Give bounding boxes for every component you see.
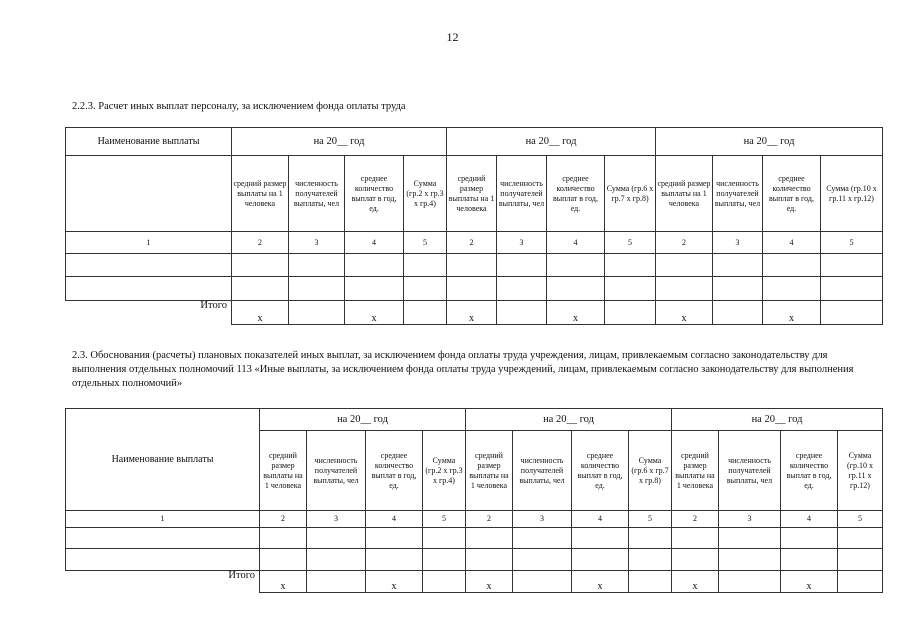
total-mark — [605, 301, 656, 325]
header-avg-payment: средний размер выплаты на 1 человека — [656, 156, 713, 232]
table-cell — [838, 528, 883, 549]
table-cell — [656, 254, 713, 277]
column-number: 4 — [345, 232, 404, 254]
header-year-1: на 20__ год — [260, 409, 466, 431]
header-recipients: численность получателей выплаты, чел — [513, 431, 572, 511]
column-number: 2 — [656, 232, 713, 254]
table-cell — [713, 254, 763, 277]
table-cell — [497, 254, 547, 277]
total-label: Итого — [228, 570, 255, 581]
section-heading-2-2-3: 2.2.3. Расчет иных выплат персоналу, за исключением фонда оплаты труда — [72, 101, 406, 112]
total-mark: х — [763, 301, 821, 325]
header-blank-cell — [66, 156, 232, 232]
header-payment-count: среднее количество выплат в год, ед. — [781, 431, 838, 511]
table-row — [66, 254, 883, 277]
total-mark: х — [547, 301, 605, 325]
total-mark: х — [466, 571, 513, 593]
column-number: 1 — [66, 511, 260, 528]
total-mark — [307, 571, 366, 593]
column-number: 5 — [821, 232, 883, 254]
table-row — [66, 549, 883, 571]
table-cell — [719, 549, 781, 571]
table-cell — [423, 528, 466, 549]
table-cell — [66, 254, 232, 277]
table-cell — [289, 254, 345, 277]
header-year-3: на 20__ год — [672, 409, 883, 431]
column-number: 3 — [713, 232, 763, 254]
total-row — [66, 571, 883, 593]
table-cell — [366, 528, 423, 549]
table-cell — [605, 254, 656, 277]
column-number: 3 — [289, 232, 345, 254]
table-cell — [232, 277, 289, 301]
column-number: 2 — [447, 232, 497, 254]
table-cell — [497, 277, 547, 301]
table-cell — [260, 528, 307, 549]
header-sum: Сумма (гр.10 х гр.11 х гр.12) — [838, 431, 883, 511]
column-number: 4 — [366, 511, 423, 528]
column-number: 4 — [763, 232, 821, 254]
column-number: 3 — [307, 511, 366, 528]
table-cell — [447, 277, 497, 301]
table-cell — [821, 254, 883, 277]
total-mark — [719, 571, 781, 593]
table-cell — [366, 549, 423, 571]
table-cell — [345, 277, 404, 301]
table-cell — [232, 254, 289, 277]
total-mark — [497, 301, 547, 325]
column-number: 5 — [423, 511, 466, 528]
header-recipients: численность получателей выплаты, чел — [307, 431, 366, 511]
table-cell — [547, 254, 605, 277]
header-payment-count: среднее количество выплат в год, ед. — [345, 156, 404, 232]
header-sum: Сумма (гр.2 х гр.3 х гр.4) — [423, 431, 466, 511]
total-mark — [289, 301, 345, 325]
total-mark: х — [572, 571, 629, 593]
table-cell — [447, 254, 497, 277]
column-number: 4 — [781, 511, 838, 528]
total-row — [66, 301, 883, 325]
header-avg-payment: средний размер выплаты на 1 человека — [260, 431, 307, 511]
header-sum: Сумма (гр.2 х гр.3 х гр.4) — [404, 156, 447, 232]
table-cell — [423, 549, 466, 571]
header-recipients: численность получателей выплаты, чел — [497, 156, 547, 232]
other-payments-justification-table — [65, 408, 883, 593]
header-year-2: на 20__ год — [466, 409, 672, 431]
table-cell — [672, 528, 719, 549]
column-number: 3 — [513, 511, 572, 528]
header-payment-count: среднее количество выплат в год, ед. — [763, 156, 821, 232]
column-number: 4 — [572, 511, 629, 528]
total-mark — [404, 301, 447, 325]
table-cell — [466, 549, 513, 571]
table-cell — [466, 528, 513, 549]
total-mark: х — [447, 301, 497, 325]
total-mark: х — [781, 571, 838, 593]
column-number: 4 — [547, 232, 605, 254]
total-mark: х — [366, 571, 423, 593]
table-row — [66, 277, 883, 301]
table-cell — [289, 277, 345, 301]
page-number: 12 — [446, 30, 459, 44]
table-cell — [821, 277, 883, 301]
table-cell — [260, 549, 307, 571]
column-number: 2 — [672, 511, 719, 528]
other-payments-table — [65, 127, 883, 325]
table-cell — [404, 254, 447, 277]
table-cell — [66, 528, 260, 549]
table-cell — [713, 277, 763, 301]
section-heading-2-3: 2.3. Обоснования (расчеты) плановых показателей иных выплат, за исключением фонда оплаты труда учреждения, лицам, привлекаемым согласно законодательству для выполнения отдельных полномочий 113 «Иные выплаты, за исключением фонда оплаты труда учреждений, лицам, привлекаемым согласно законодательству для выполнения отдельных полномочий» — [72, 350, 854, 389]
header-sum: Сумма (гр.6 х гр.7 х гр.8) — [605, 156, 656, 232]
header-avg-payment: средний размер выплаты на 1 человека — [672, 431, 719, 511]
column-number: 5 — [838, 511, 883, 528]
header-recipients: численность получателей выплаты, чел — [713, 156, 763, 232]
table-cell — [572, 549, 629, 571]
column-number: 3 — [719, 511, 781, 528]
total-mark: х — [232, 301, 289, 325]
table-cell — [404, 277, 447, 301]
header-payment-name: Наименование выплаты — [66, 128, 232, 156]
table-cell — [629, 549, 672, 571]
total-mark — [838, 571, 883, 593]
column-number: 2 — [466, 511, 513, 528]
column-number: 5 — [629, 511, 672, 528]
total-mark: х — [672, 571, 719, 593]
header-payment-count: среднее количество выплат в год, ед. — [366, 431, 423, 511]
table-cell — [781, 549, 838, 571]
total-mark — [423, 571, 466, 593]
table-cell — [763, 277, 821, 301]
total-label: Итого — [200, 300, 227, 311]
header-sum: Сумма (гр.6 х гр.7 х гр.8) — [629, 431, 672, 511]
table-cell — [513, 549, 572, 571]
header-avg-payment: средний размер выплаты на 1 человека — [466, 431, 513, 511]
column-number: 5 — [605, 232, 656, 254]
header-sum: Сумма (гр.10 х гр.11 х гр.12) — [821, 156, 883, 232]
header-avg-payment: средний размер выплаты на 1 человека — [447, 156, 497, 232]
header-payment-name: Наименование выплаты — [66, 409, 260, 511]
header-year-2: на 20__ год — [447, 128, 656, 156]
table-cell — [307, 528, 366, 549]
table-row — [66, 528, 883, 549]
table-cell — [838, 549, 883, 571]
table-cell — [66, 277, 232, 301]
table-cell — [781, 528, 838, 549]
table-cell — [572, 528, 629, 549]
table-cell — [513, 528, 572, 549]
total-mark — [821, 301, 883, 325]
table-cell — [672, 549, 719, 571]
table-cell — [763, 254, 821, 277]
header-recipients: численность получателей выплаты, чел — [719, 431, 781, 511]
total-mark — [713, 301, 763, 325]
header-payment-count: среднее количество выплат в год, ед. — [572, 431, 629, 511]
column-number: 1 — [66, 232, 232, 254]
table-cell — [345, 254, 404, 277]
header-year-1: на 20__ год — [232, 128, 447, 156]
column-number: 2 — [260, 511, 307, 528]
table-cell — [66, 549, 260, 571]
total-mark — [629, 571, 672, 593]
header-avg-payment: средний размер выплаты на 1 человека — [232, 156, 289, 232]
header-recipients: численность получателей выплаты, чел — [289, 156, 345, 232]
total-mark: х — [656, 301, 713, 325]
column-number: 5 — [404, 232, 447, 254]
table-cell — [719, 528, 781, 549]
table-cell — [547, 277, 605, 301]
table-cell — [307, 549, 366, 571]
table-cell — [629, 528, 672, 549]
total-mark — [513, 571, 572, 593]
header-year-3: на 20__ год — [656, 128, 883, 156]
column-number: 3 — [497, 232, 547, 254]
total-mark: х — [345, 301, 404, 325]
table-cell — [605, 277, 656, 301]
table-cell — [656, 277, 713, 301]
column-number: 2 — [232, 232, 289, 254]
header-payment-count: среднее количество выплат в год, ед. — [547, 156, 605, 232]
total-mark: х — [260, 571, 307, 593]
